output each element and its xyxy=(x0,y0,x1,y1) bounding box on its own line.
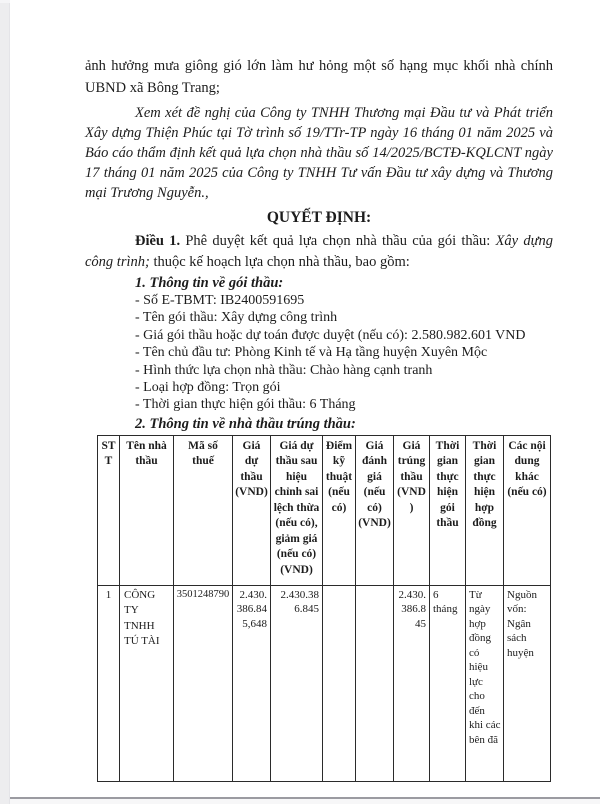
list-item-contract-type: - Loại hợp đồng: Trọn gói xyxy=(135,380,281,396)
article-1-text-after: thuộc kế hoạch lựa chọn nhà thầu, bao gồm: xyxy=(149,254,410,270)
cell-package-duration: 6 tháng xyxy=(430,585,466,781)
contractor-result-table xyxy=(97,435,551,782)
list-item-package-price: - Giá gói thầu hoặc dự toán được duyệt (nếu có): 2.580.982.601 VND xyxy=(135,327,526,343)
list-item-investor: - Tên chủ đầu tư: Phòng Kinh tế và Hạ tầng huyện Xuyên Mộc xyxy=(135,345,488,361)
decision-heading: QUYẾT ĐỊNH: xyxy=(266,209,372,226)
list-item-etbmt: - Số E-TBMT: IB2400591695 xyxy=(135,293,305,308)
list-item-duration: - Thời gian thực hiện gói thầu: 6 Tháng xyxy=(135,397,356,413)
cell-other-content: Nguồn vốn: Ngân sách huyện xyxy=(504,585,551,781)
cell-contractor-name: CÔNG TY TNHH TÚ TÀI xyxy=(120,585,174,781)
col-header-evaluated-price: Giá đánh giá (nếu có) (VND) xyxy=(356,435,394,585)
col-header-package-duration: Thời gian thực hiện gói thầu xyxy=(430,435,466,585)
viewer-left-edge xyxy=(0,0,10,804)
page-content xyxy=(85,55,553,782)
list-item-selection-method: - Hình thức lựa chọn nhà thầu: Chào hàng cạnh tranh xyxy=(135,362,433,378)
col-header-contractor-name: Tên nhà thầu xyxy=(120,435,174,585)
article-1-text-before: Phê duyệt kết quả lựa chọn nhà thầu của gói thầu: xyxy=(180,233,496,249)
table-row xyxy=(98,585,551,781)
cell-evaluated-price xyxy=(356,585,394,781)
col-header-winning-price: Giá trúng thầu (VND) xyxy=(394,435,430,585)
paragraph-storm-damage: ảnh hưởng mưa giông gió lớn làm hư hỏng một số hạng mục khối nhà chính UBND xã Bông Trang; xyxy=(85,58,553,96)
col-header-adjusted-price: Giá dự thầu sau hiệu chỉnh sai lệch thừa (nếu có), giảm giá (nếu có) (VND) xyxy=(271,435,323,585)
document-page xyxy=(10,0,600,797)
cell-bid-price: 2.430.386.845,648 xyxy=(233,585,271,781)
col-header-contract-duration: Thời gian thực hiện hợp đồng xyxy=(466,435,504,585)
article-1-label: Điều 1. xyxy=(135,233,181,249)
cell-stt: 1 xyxy=(98,585,120,781)
col-header-bid-price: Giá dự thầu (VND) xyxy=(233,435,271,585)
paragraph-proposal: Xem xét đề nghị của Công ty TNHH Thương mại Đầu tư và Phát triển Xây dựng Thiện Phúc tại Tờ trình số 19/TTr-TP ngày 16 tháng 01 năm 2025 và Báo cáo thẩm định kết quả lựa chọn nhà thầu số 14/2025/BCTĐ-KQLCNT ngày 17 tháng 01 năm 2025 của Công ty TNHH Tư vấn Đầu tư xây dựng và Thương mại Trương Nguyễn., xyxy=(85,105,553,201)
cell-technical-score xyxy=(323,585,356,781)
cell-adjusted-price: 2.430.386.845 xyxy=(271,585,323,781)
col-header-tax-code: Mã số thuế xyxy=(174,435,233,585)
section-1-heading: 1. Thông tin về gói thầu: xyxy=(135,275,284,291)
col-header-other-content: Các nội dung khác (nếu có) xyxy=(504,435,551,585)
list-item-package-name: - Tên gói thầu: Xây dựng công trình xyxy=(135,310,338,326)
cell-contract-duration: Từ ngày hợp đồng có hiệu lực cho đến khi các bên đã xyxy=(466,585,504,781)
col-header-stt: STT xyxy=(98,435,120,585)
page-bottom-edge xyxy=(10,797,600,804)
col-header-technical-score: Điểm kỹ thuật (nếu có) xyxy=(323,435,356,585)
section-2-heading: 2. Thông tin về nhà thầu trúng thầu: xyxy=(135,415,356,432)
article-1-package-name: Xây dựng công trình; xyxy=(85,233,553,270)
package-info-list xyxy=(85,292,553,414)
table-header-row xyxy=(98,435,551,585)
cell-tax-code: 3501248790 xyxy=(174,585,233,781)
cell-winning-price: 2.430.386.845 xyxy=(394,585,430,781)
article-1-paragraph xyxy=(85,231,553,273)
